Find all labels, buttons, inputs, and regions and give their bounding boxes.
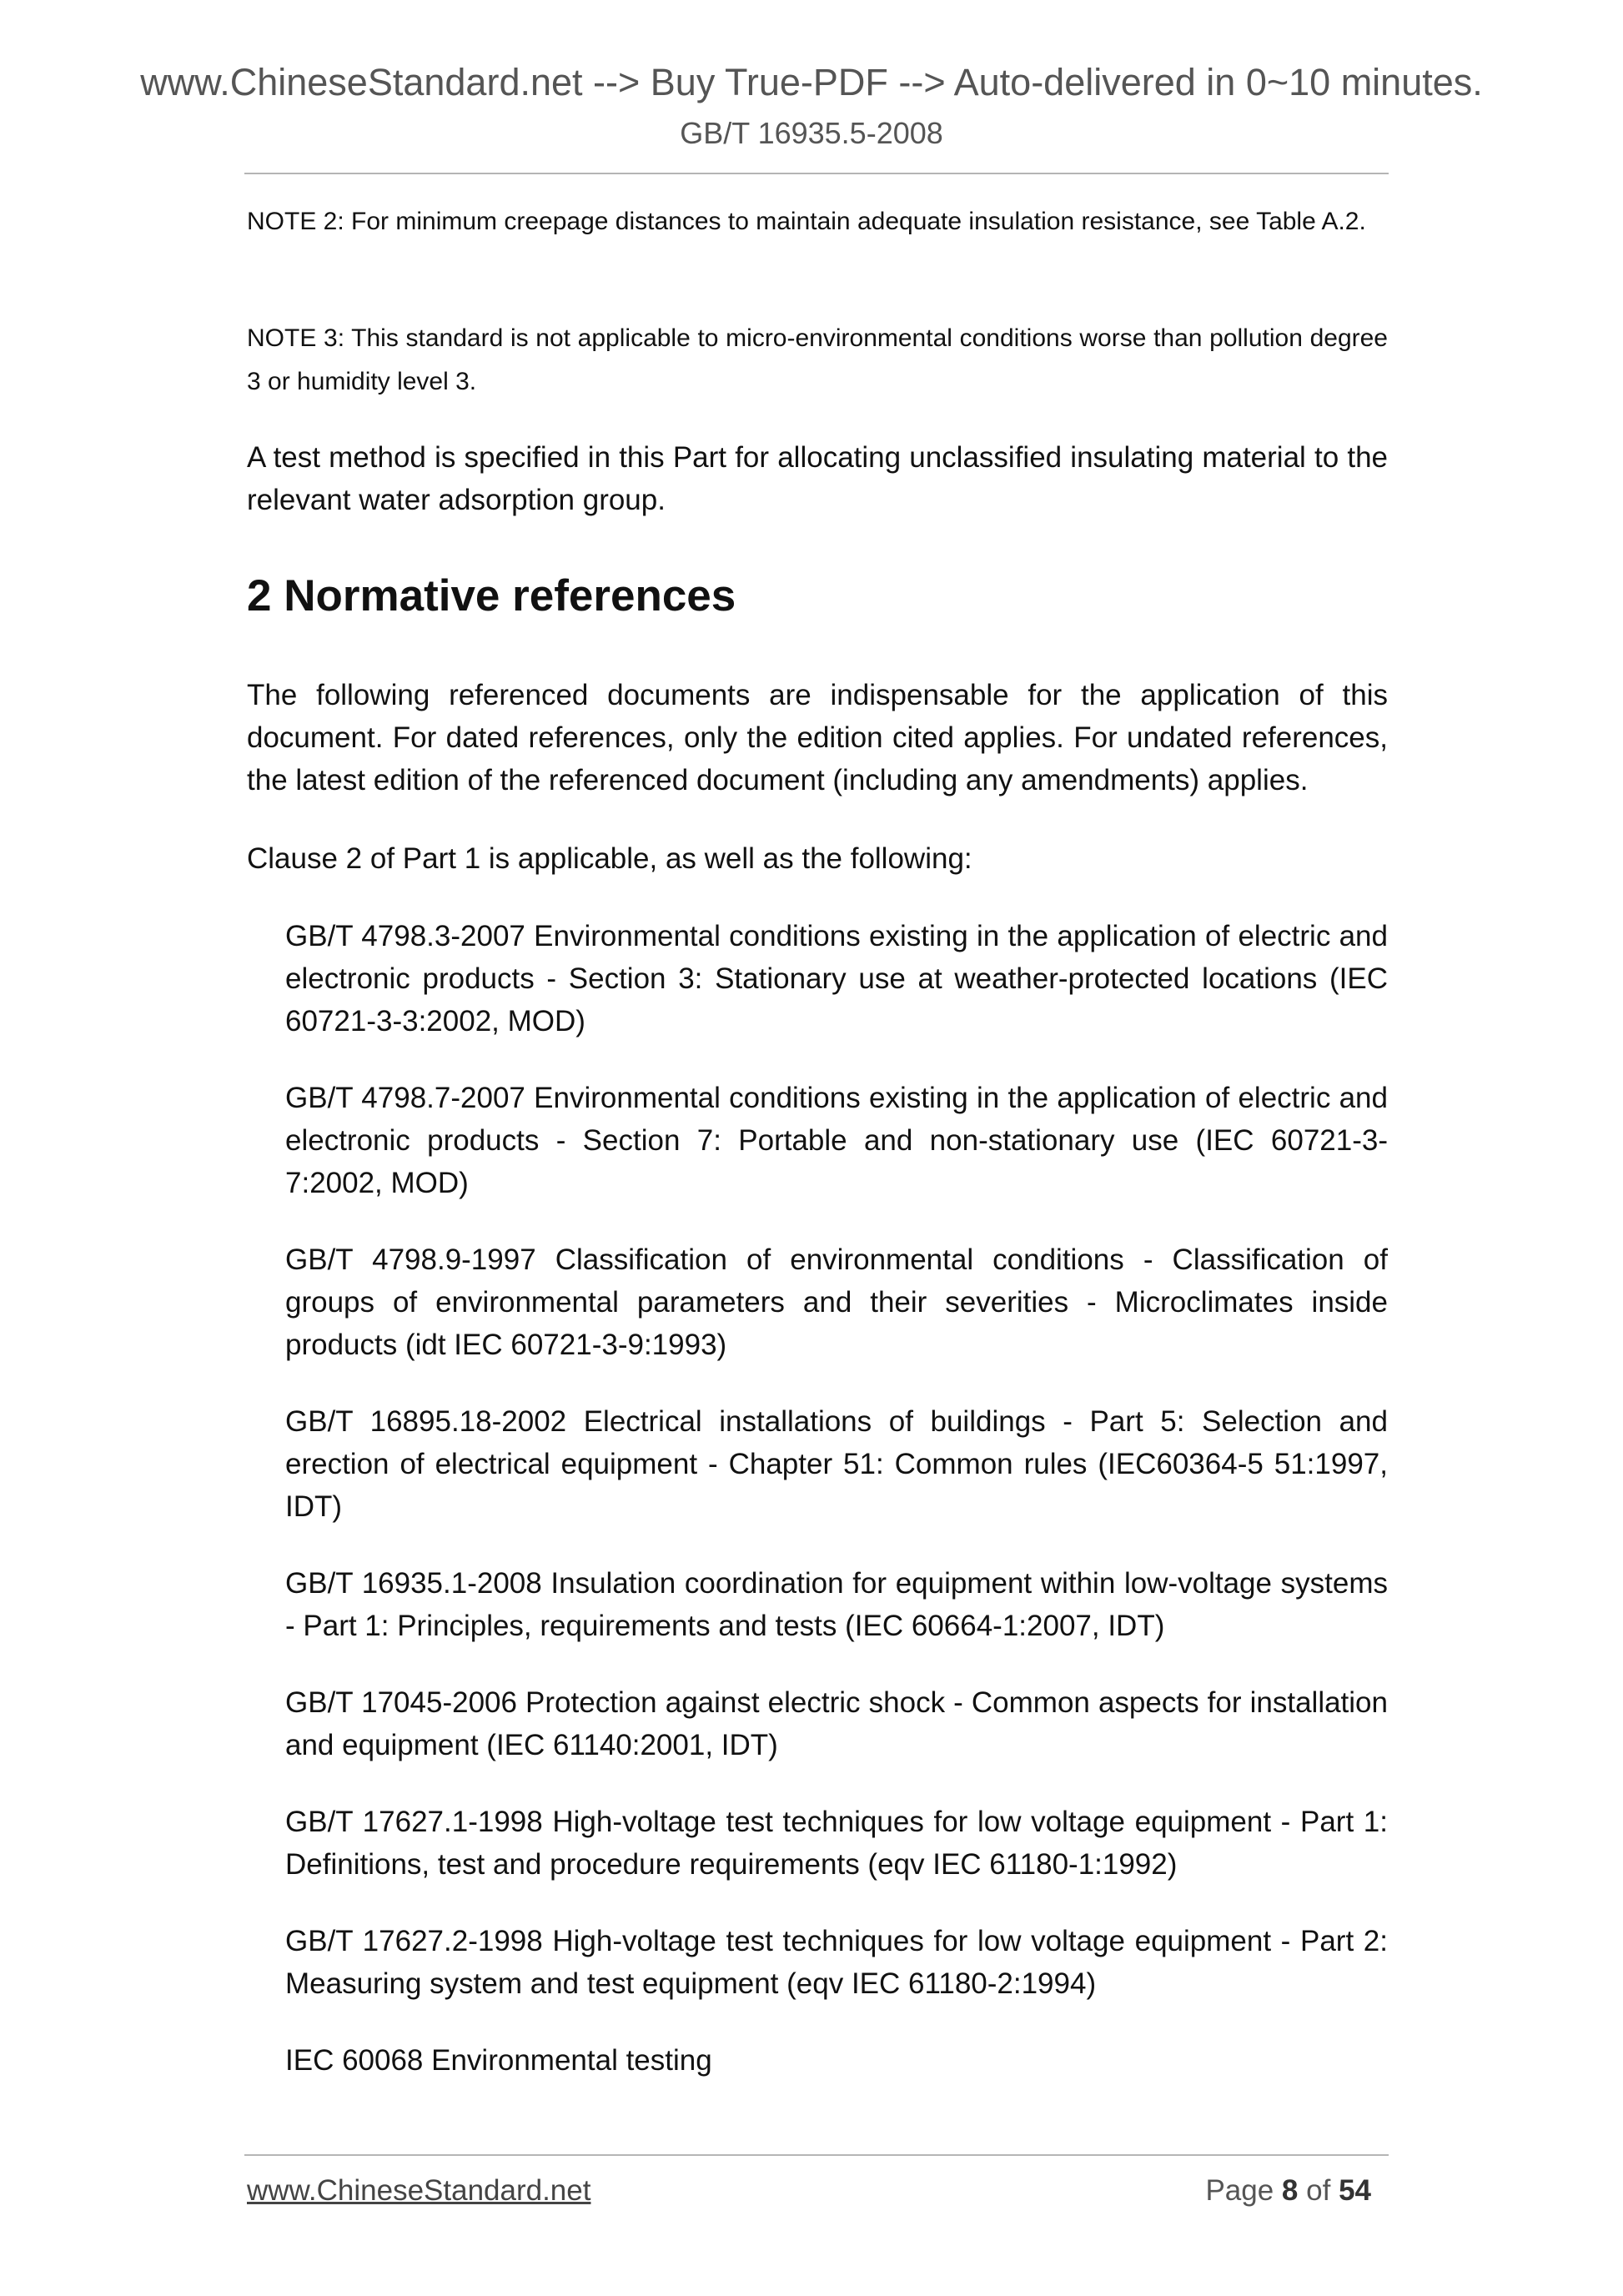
reference-item: IEC 60068 Environmental testing	[285, 2044, 712, 2077]
reference-item: GB/T 4798.9-1997 Classification of environmental conditions - Classification of groups of environmental parameters and their severities - Microclimates inside products (idt IEC 60721-3-9:1993)	[285, 1243, 1388, 1361]
reference-item: GB/T 16895.18-2002 Electrical installations of buildings - Part 5: Selection and erection of electrical equipment - Chapter 51: Common rules (IEC60364-5 51:1997, IDT)	[285, 1405, 1388, 1523]
section-heading: 2 Normative references	[247, 571, 736, 620]
reference-item: GB/T 4798.7-2007 Environmental conditions existing in the application of electric and electronic products - Section 7: Portable and non-stationary use (IEC 60721-3-7:2002, MOD)	[285, 1082, 1388, 1199]
clause-note: Clause 2 of Part 1 is applicable, as well as the following:	[247, 842, 972, 875]
reference-item: GB/T 4798.3-2007 Environmental conditions existing in the application of electric and electronic products - Section 3: Stationary use at weather-protected locations (IEC 60721-3-3:2002, MOD)	[285, 920, 1388, 1037]
note-2: NOTE 2: For minimum creepage distances to maintain adequate insulation resistance, see Table A.2.	[247, 208, 1366, 235]
page-label: Page	[1205, 2174, 1274, 2207]
footer-site-link[interactable]: www.ChineseStandard.net	[247, 2174, 591, 2207]
section-paragraph: The following referenced documents are indispensable for the application of this document. For dated references, only the edition cited applies. For undated references, the latest edition of the referenced document (including any amendments) applies.	[247, 679, 1388, 796]
reference-item: GB/T 17627.2-1998 High-voltage test techniques for low voltage equipment - Part 2: Measuring system and test equipment (eqv IEC 61180-2:1994)	[285, 1925, 1388, 2000]
footer-divider	[244, 2154, 1389, 2156]
note-3: NOTE 3: This standard is not applicable to micro-environmental conditions worse than pollution degree 3 or humidity level 3.	[247, 324, 1388, 395]
page-number	[1205, 2173, 1371, 2208]
document-id: GB/T 16935.5-2008	[680, 116, 943, 150]
intro-paragraph: A test method is specified in this Part for allocating unclassified insulating material to the relevant water adsorption group.	[247, 441, 1388, 516]
reference-item: GB/T 17045-2006 Protection against electric shock - Common aspects for installation and equipment (IEC 61140:2001, IDT)	[285, 1686, 1388, 1761]
header-divider	[244, 173, 1389, 174]
reference-item: GB/T 16935.1-2008 Insulation coordination for equipment within low-voltage systems - Part 1: Principles, requirements and tests (IEC 60664-1:2007, IDT)	[285, 1567, 1388, 1642]
page-of-label: of	[1306, 2174, 1331, 2207]
current-page: 8	[1281, 2174, 1299, 2207]
total-pages: 54	[1339, 2174, 1371, 2207]
reference-item: GB/T 17627.1-1998 High-voltage test techniques for low voltage equipment - Part 1: Definitions, test and procedure requirements (eqv IEC 61180-1:1992)	[285, 1806, 1388, 1881]
purchase-banner[interactable]: www.ChineseStandard.net --> Buy True-PDF --> Auto-delivered in 0~10 minutes.	[140, 61, 1483, 103]
